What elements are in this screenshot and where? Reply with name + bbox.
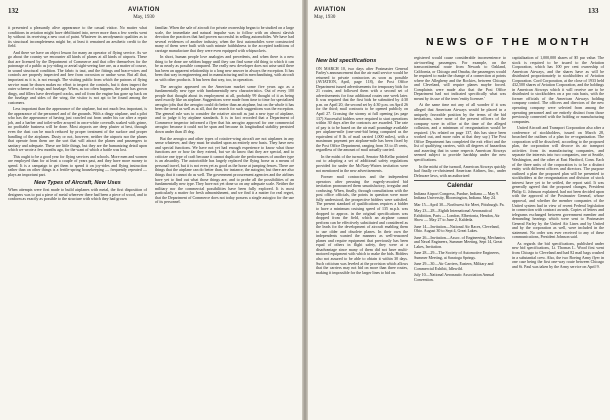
calendar-event: July 10—National Aeronautic Association Annual Convention. [414,272,495,282]
paragraph: In the midst of the turmoil, Senator McKellar pointed out to adopting a set of additional safety regulations provided for under the McNary-Watres invitation were not mentioned in the new advertisements. [316,153,408,173]
paragraph: This ought to be a good year for flying services and schools. More men and women are employed than for at least a couple of years past, and they have more money to spend. It is a campaign to get them to spend it on joy-rides and flying instruction rather than on other things is a fertile-spring housekeeping — frequently repeated — plays an important part. [8,153,147,177]
paragraph: And there we have an object lesson for many an operator of flying service. As we go about the country we encounter all kinds of planes at all kinds of airports. These that are licensed by the Department of Commerce and that offer themselves for the patronage of a public as joy-riding or aerial sight-seeing fare are, as a matter of course, in sound structural condition. The fabric is taut, and the fittings and brace-wires and controls are properly inspected and free from corrosion or undue wear. But all that, important as it is, is not enough. The visiting public from which the patrons of flying service must be drawn makes no effort to inspect the controls, but it does inspect the outer scheme of wings and fuselage. When, as too often happens, the paint has grown dingy, and fillers have developed cracks, and oil from the engine has gone up back on the fuselage and sides of the wing, the visitor is not apt to be found among the customers. [8,49,147,105]
section-title: NEWS OF THE MONTH [426,36,592,48]
paragraph: The aerogiro appeared on the American market some five years ago as a fundamentally new type with fundamentally new characteristics. Out of every 100 people that thought about its employment at all, probably 99 thought of it as being used exactly like an airplane. Suggestions were made from time to time for specialized aerogiro jobs that the aerogiro could do better than an airplane, but on the whole it has been the trend as well as at all, that the search for such suggestions was the exception. The general rule was to consider the rotative aircraft as just a new type of airplane, and to judge it by airplane standards. It is in fact recorded that a Department of Commerce inspector informed a flyer that his aerogiro approval for one commercial aerogiro because it could not be spun and because its longitudinal stability persisted down under than 45 deg. [155,83,294,135]
paragraph: ON MARCH 10, two days after Postmaster General Farley's announcement that the air mail service would be returned to private contractors as soon as possible (AVIATION, April, page 118), the Post Office Department issued advertisements for temporary bids for 21 routes, and followed them with a second set of advertisements for four additional routes one week later. It was required that the first bids be submitted by 4:30 p.m. on April 20, the second set by 4:30 p.m. on April 26 for the third; mail contracts to be opened publicly on April 27. Crossing the stormy at full opening (as page 137) Successful bidders were required to start operations within 30 days after the contracts are awarded. The rate of pay is to be based on the air mail poundage available per airplane-mile (one-cent-bid being computed as the equivalent of 8 lb. of mail carried 1,000 miles), with a maximum payment per airplane-mile has been fixed by the Post Office Department, ranging from 33 to 45 cents, regardless of the amount of mail actually carried. [316,65,408,153]
calendar-event: Indiana Airport Congress, Purdue, Indiana — May 9. Indiana University, Bloomington, Indiana. May 24. [414,190,500,201]
calendar-event: June 28—29—The Society of Automotive Engineers, Summer Meeting, at Saratoga Springs. [414,250,500,260]
left-column-2 [155,26,294,207]
paragraph: capitalization of 1,000,000 shares of $5 par value. The stock is required to be issued to the Aviation Corporation, which has 100 per cent ownership of American Airways, and the shares have as will be distributed proportionately to stockholders of Aviation Corporation. Cord Corporation, at the close of 1933 held 432,500 shares of Aviation Corporation, and the holdings in American Airways which it will receive are to be distributed to stockholders on a pro rata basis, with the former officials of the American Airways holding company control. The officers and directors of the new operating company were selected from among the operating personnel and are entirely distinct from those previously connected with the holding or manufacturing companies. [512,55,604,124]
running-head-date: May, 1930 [314,15,336,20]
calendar-event: June 14—Invitation—National Air Races, Cleveland, Ohio. August 30 to Sept 4, Great Lakes. [414,223,500,234]
paragraph: In the midst of the turmoil, American Airways quickly had finally re-christened American Airlines, Inc., under Delaware laws, with an authorized [414,163,506,178]
paragraph: As regards the bid specifications, published under new bid specifications, Lt. Thomas L. Wood first went from Chicago to Cleveland and had 82 mail bags crashed in a substantial crew. Also, the two Boeing Army flyer in one case being the first one-way route between Chicago and St. Paul was taken by the Army service on April 9. [512,240,604,269]
calendar-event: May 23—28—Eighth International Aeronautical Exhibition, Paris — London, Elbertonia, Hendon, Air Show — May 27 to June 2, Kaldeda. [414,208,500,223]
calendar-event: June 29—30—Air Carriers, Eastern, Military and Commercial Exhibit, Idlewild. [414,261,494,271]
running-head-date: May, 1930 [133,15,155,20]
right-page [308,0,610,420]
running-head-title: AVIATION [128,7,160,13]
paragraph: familiar. When the sale of aircraft for private ownership began to be studied on a large scale, the immediate and natural impulse was to follow with an almost slavish devotion the practices that had proven successful in selling automobiles. We have had several evidences of another industry, when the first automobiles were constructed many of them were built with such minute faithfulness to the accepted traditions of carriage manufacture that they were even equipped with whipsockets. [155,25,294,53]
calendar-event: Mar 15—April 30—Northwest Air Meet, Pittsburgh. Pa. [414,201,505,207]
right-column-1 [316,56,408,277]
paragraph: it presented a pleasantly alive appearance to the casual visitor. No matter what conditions in aviation might have debilitated into, never more than a few weeks went by without its receiving a new coat of paint. Whatever its aerodynamic qualities as to its structural incompleteness might be, at least it remained an aesthetic credit to the field. [8,25,147,49]
paragraph: Less important than the appearance of the airplane, but not much less important, is the appearance of the personnel and of the grounds. With a dingy airplane, and a pilot who has the appearance of having just crawled out from under his car after a repair job, and a barber and toilet-seller arrayed in once-white coveralls soaked with grime, no profitable business will be done. Most airports are deep plaster at best, through even the dust can be much reduced by proper treatment of the surface and proper handling of the airplanes. Dusty or not, however, neither the airports nor the planes that operate from them are the sort that will attract the planes and passengers to sanitary and adequate. These are little things, but they are the humanizing detail upon which we wrote a few months ago, for the want of which a battle was lost. [8,106,147,153]
paragraph: When attempts were first made to build airplanes with metal, the first disposition of designers was to put a piece of metal wherever there had been a piece of wood, and to conform as exactly as possible to the structure with which they had grown [8,187,147,202]
running-head [128,7,160,21]
paragraph: At the same time not any of all wonder if it was alleged that American Airways would be placed in a uniquely favorable position by the terms of the bid invitations, since none of the present officers of the company were in office at the time of the alleged collusion, and a minimum of reorganization would be required. (As related on page 137, this has since been worked out, and more rules at that they say.) The Post Office Department has completed the exit effort and the list of qualifying carriers, with all degrees of hazardous and asserting that in some respects American Airways seemed subject to provide hardship under the new specifications. [414,102,506,163]
right-column-2 [414,56,506,284]
page-number: 132 [8,7,19,15]
left-page [0,0,302,420]
running-head-title: AVIATION [314,7,346,13]
running-head [314,7,346,21]
article-heading: New bid specifications [316,58,377,64]
right-column-3 [512,56,604,271]
section-heading: New Types of Aircraft, New Uses [34,179,121,186]
left-column-1 [8,26,147,204]
calendar-box [414,180,506,282]
paragraph: But the aerogiro and other types of rotative-wing aircraft are not airplanes in any sense whatever, and they must be studied upon an entirely new basis. They have new and special functions. We have not yet had enough experience to know what those functions are or how far they extend, but we do know that they are special, and to criticize one type of craft because it cannot duplicate the performances of another type is an absurdity. The autoriotible has largely replaced the flying horse as a means of personal travel, but it is not even yet as good as the horse at jumping fences. There are things that the airplane can do better than, for instance, the autogiro; but there are also things that it cannot do as well. The government procurement agencies and the airlines have yet to find out what those things are, and to probe all the possibilities of an fundamentally new type. They have not yet done so on any adequate scale. Neither the military nor the commercial possibilities have been fully explored. It is most particularly a matter for fresh admonishment, and we find it a matter for real regret, that the Department of Commerce does not today possess a single autogiro for the use of its personnel. [155,135,294,205]
page-number: 133 [588,7,599,15]
paragraph: registered would cause considerable inconvenience to air-traveling passengers. For example, on the transcontinental route from Newark to Oakland, California, or Chicago and Omaha, the passengers would be required to make the change of a connection at points where the Allegheny and the Rockies, between Chicago and Cleveland, will require planes maybe forced. Complaints were made also that the Post Office Department had not indicated specifically what was meant by its use of the term 'entity licensee.' [414,55,506,101]
paragraph: Former mail contractors and the independent operators after perusing the eagerly-awaited bid invitation pronounced them unsatisfactory, irregular and confusing. When, finally, through consultations with the post office officials, the points in question were more fully understood, the prospective bidders were satisfied. The present standard of qualifications requires a bidder to have a minimum cruising speed of 135 m.p.h. was dropped to approx. in the original specifications was dropped from the field, which an airplane cannot perform can be effectively substituted and considered as the leads for the development of aircraft enabling them to use older and obsolete planes. In their own the independents wanted the manners as well-reasoned planes and require equipment that previously has been equal of others in flight safety, they were at a disadvantage since many of them did not have multi-motored equipment with which to make the bids. Bidders also not assured to be able to obtain it within 30 days. Such criticism was leveled at the provision which allows that the carriers may not bid on more than three routes, making it impossible for the larger lines to bid on. [316,174,408,275]
calendar-title: Calendar [447,183,473,190]
paragraph: In short, human people love analogies and precedents, and when there is a new thing to be done are seldom happy until they can find some old thing to which it can be as nearly as possible compared. The really new developer does not arise until there has been an apparent relationship to a long new answer in always the exception. It has been that way in engineering and in manufacturing and in merchandising, with aircraft as with other products. It has been that way, too, in operation. [155,54,294,83]
calendar-event: June 26—Invitation—Assoc. of Engineering, Mechanics and Naval Engineers, Summer Meeting, Sept 14, Great Lakes, Invitation. [414,234,505,249]
paragraph: United Aircraft and Transport Corporation also after a conference of stockholders, issued on March 28, broached the outlines of a plan for re-organization. The corporation will be dissolved, according to the proposed plan, the corporation will divorce its air transport activities from its manufacturing companies, and separate the interests into two companies, one at Seattle, Washington, and the other at East Hartford, Conn. Each of the three units of the corporation is to be a distinct entity with different officers and directors. The purpose outlined a plan the proposed plan will be presented to stockholders at the reorganization and division of stock interest have yet to be settled, the report said. It was generally agreed that the proposed changes, President Philip G. Johnson explained, had not been decided upon with the approval of the Postmaster General, whose approval, and whether the member companies of the United system had in view of recent Federal legislation in connection with contract awards. Copies of letters and telegrams exchanged between government member and demanding hearings which were sent to Postmaster General Farley by the United Air Lines and by United and by the corporation as well, were included in the statement. No order was ever received to any of these communications, President Johnson said. [512,125,604,240]
